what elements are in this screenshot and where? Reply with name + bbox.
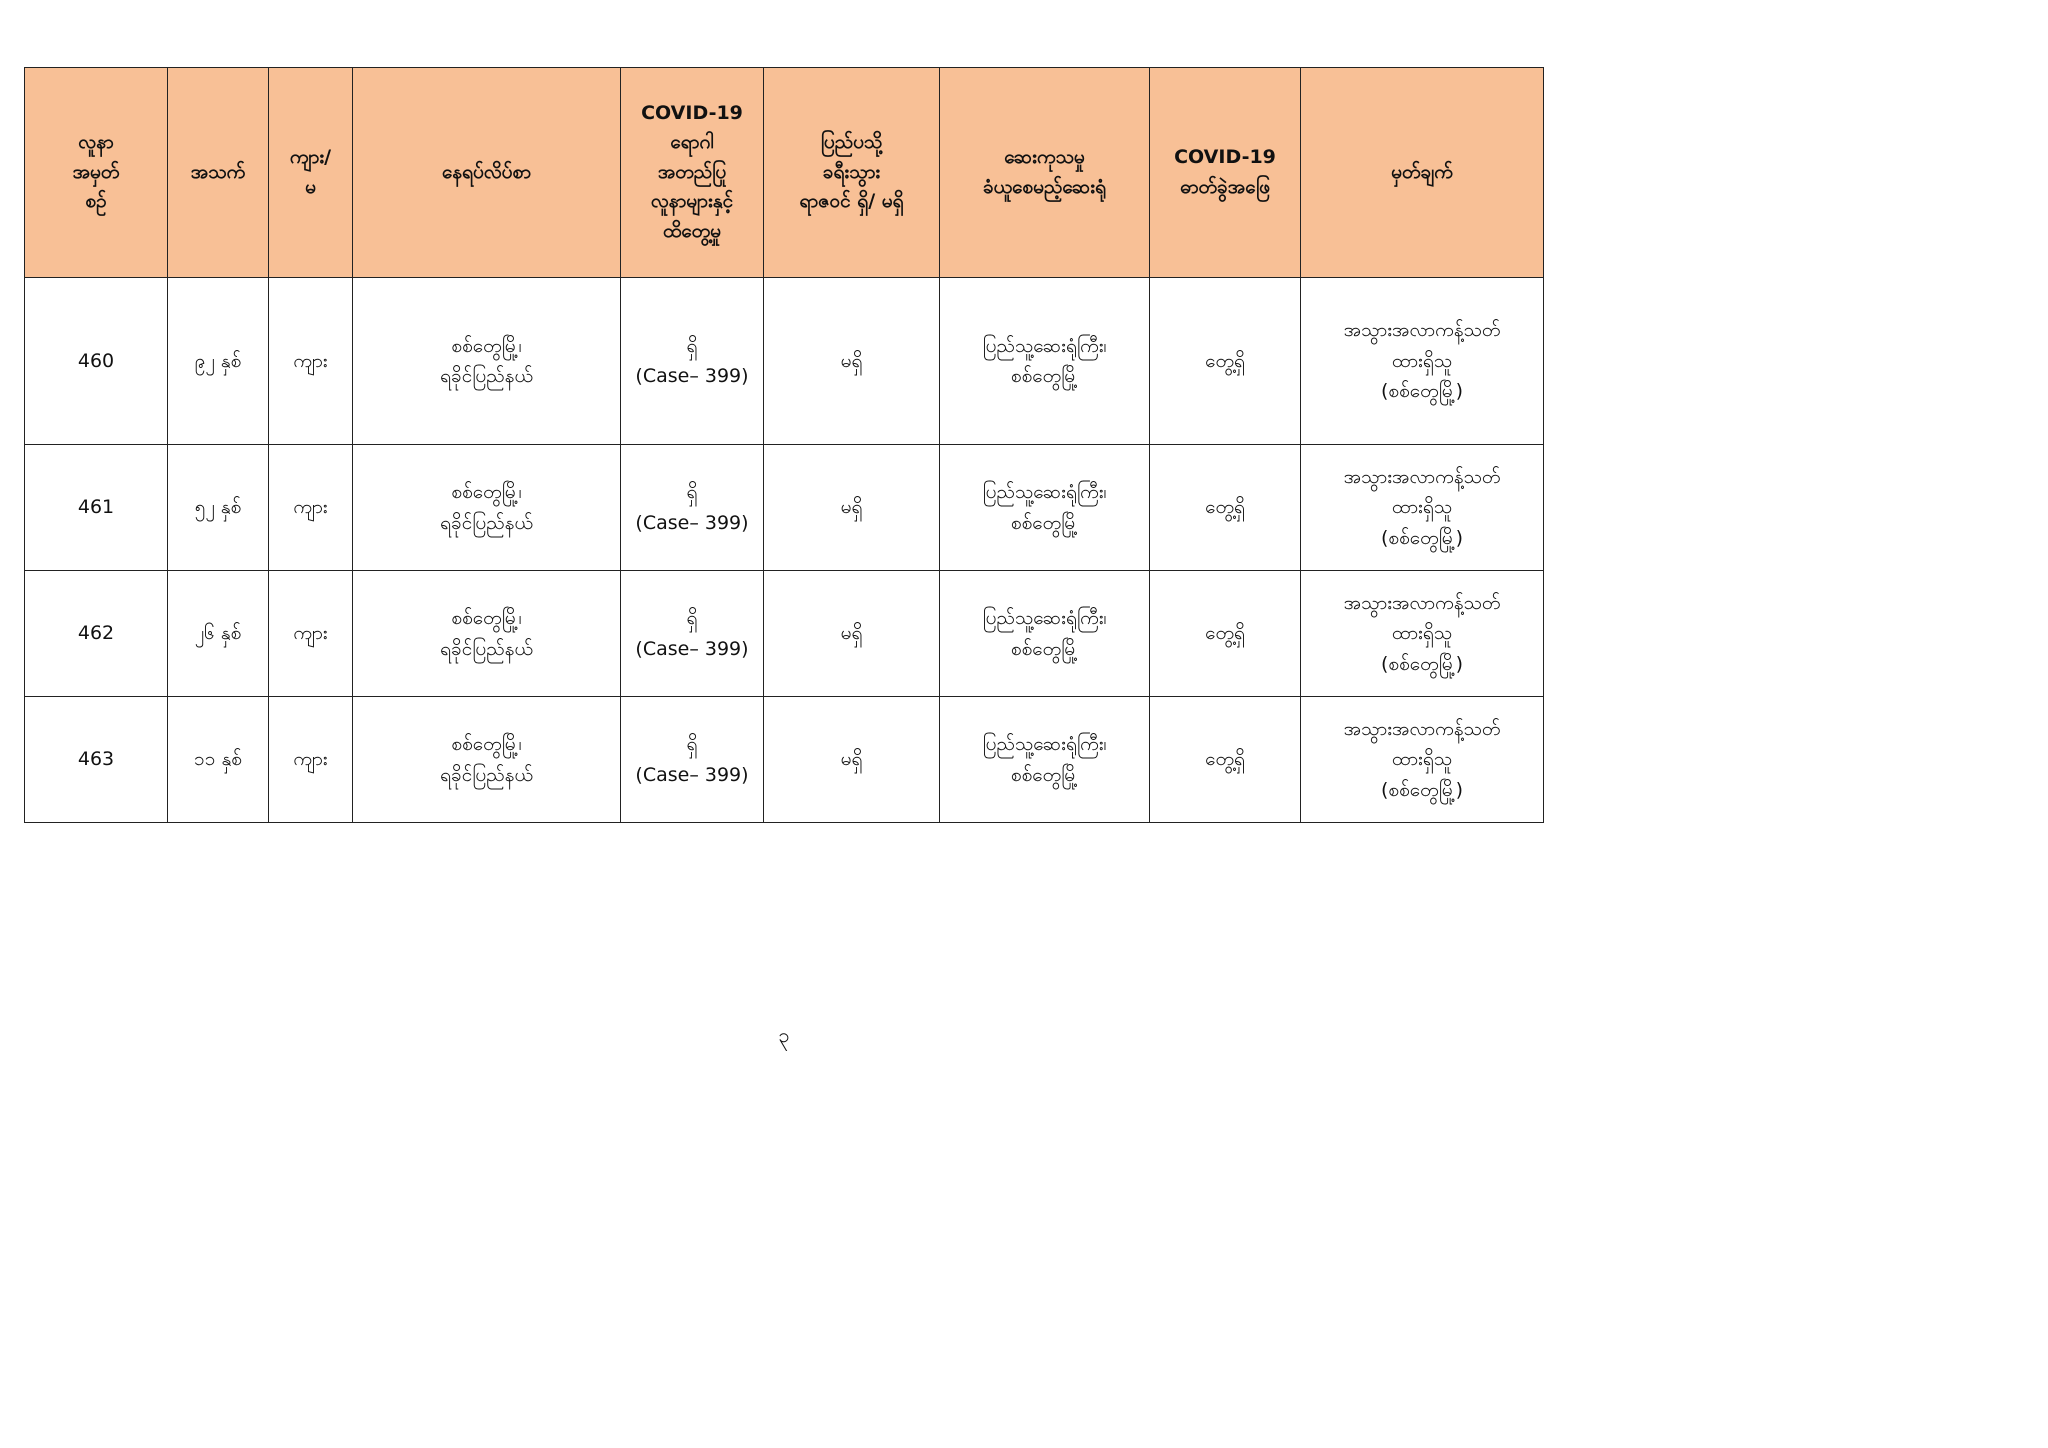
cell-age: ၂၆ နှစ် [168,571,269,697]
header-address [353,68,621,278]
covid-case-table [24,67,1544,823]
cell-hospital [940,445,1150,571]
header-line: အတည်ပြု [657,160,727,183]
cell-line: (စစ်တွေမြို့) [1381,778,1463,801]
header-line: ခံယူစေမည့်ဆေးရုံ [982,175,1107,198]
cell-line: (စစ်တွေမြို့) [1381,526,1463,549]
cell-line: အသွားအလာကန့်သတ် [1343,591,1501,614]
header-line: အမှတ် [72,160,120,183]
header-sex [269,68,353,278]
cell-remark [1301,445,1544,571]
cell-travel: မရှိ [764,445,940,571]
cell-sex: ကျား [269,445,353,571]
header-line: COVID-19 [1174,146,1276,169]
cell-patient-number: 463 [25,697,168,823]
table-header [25,68,1544,278]
cell-line: စစ်တွေမြို့၊ [451,733,522,756]
cell-result: တွေ့ရှိ [1150,571,1301,697]
cell-line: ပြည်သူ့ဆေးရုံကြီး၊ [982,607,1107,630]
cell-line: ရခိုင်ပြည်နယ် [440,511,533,534]
header-line: ထိတွေ့မှု [662,219,722,242]
header-line: ရာဇဝင် ရှိ/ မရှိ [799,190,904,213]
cell-line: (Case– 399) [635,637,749,660]
cell-address [353,697,621,823]
cell-address [353,571,621,697]
cell-hospital [940,278,1150,445]
cell-contact [621,445,764,571]
cell-result: တွေ့ရှိ [1150,445,1301,571]
header-line: မ [305,175,316,198]
table-row [25,445,1544,571]
cell-patient-number: 462 [25,571,168,697]
header-line: ပြည်ပသို့ [820,131,883,154]
cell-address [353,278,621,445]
header-line: စဉ် [85,190,107,213]
page-number: ၃ [778,1023,790,1047]
cell-hospital [940,697,1150,823]
cell-patient-number: 460 [25,278,168,445]
cell-line: ရခိုင်ပြည်နယ် [440,365,533,387]
cell-line: စစ်တွေမြို့ [1010,637,1079,660]
cell-sex: ကျား [269,697,353,823]
cell-result: တွေ့ရှိ [1150,278,1301,445]
header-line: လူနာ [78,131,114,154]
cell-line: ရှိ [686,334,698,357]
cell-line: (Case– 399) [635,365,749,387]
cell-line: ထားရှိသူ [1391,496,1453,519]
header-age [168,68,269,278]
cell-sex: ကျား [269,278,353,445]
cell-age: ၉၂ နှစ် [168,278,269,445]
cell-hospital [940,571,1150,697]
header-line: လူနာများနှင့် [650,190,734,213]
cell-line: ထားရှိသူ [1391,748,1453,771]
cell-line: (စစ်တွေမြို့) [1381,380,1463,403]
header-line: ဆေးကုသမှု [1004,146,1085,169]
cell-remark [1301,697,1544,823]
table-row [25,278,1544,445]
header-line: မှတ်ချက် [1391,160,1453,183]
cell-line: စစ်တွေမြို့ [1010,511,1079,534]
cell-age: ၁၁ နှစ် [168,697,269,823]
header-line: COVID-19 [641,101,743,124]
cell-line: စစ်တွေမြို့၊ [451,334,522,357]
cell-travel: မရှိ [764,278,940,445]
cell-line: ထားရှိသူ [1391,349,1453,372]
cell-contact [621,571,764,697]
cell-sex: ကျား [269,571,353,697]
header-line: ဓာတ်ခွဲအဖြေ [1180,175,1270,198]
header-row [25,68,1544,278]
cell-patient-number: 461 [25,445,168,571]
cell-remark [1301,571,1544,697]
cell-travel: မရှိ [764,697,940,823]
cell-line: (Case– 399) [635,763,749,786]
cell-line: အသွားအလာကန့်သတ် [1343,319,1501,342]
header-treatment-hospital [940,68,1150,278]
cell-line: ထားရှိသူ [1391,622,1453,645]
header-line: နေရပ်လိပ်စာ [441,160,532,183]
header-line: ခရီးသွား [822,160,881,183]
cell-line: စစ်တွေမြို့ [1010,763,1079,786]
cell-remark [1301,278,1544,445]
cell-line: ရှိ [686,481,698,504]
cell-contact [621,697,764,823]
cell-line: အသွားအလာကန့်သတ် [1343,717,1501,740]
cell-line: (Case– 399) [635,511,749,534]
header-travel-history [764,68,940,278]
cell-travel: မရှိ [764,571,940,697]
header-lab-result [1150,68,1301,278]
cell-line: ပြည်သူ့ဆေးရုံကြီး၊ [982,334,1107,357]
cell-line: (စစ်တွေမြို့) [1381,652,1463,675]
cell-line: ပြည်သူ့ဆေးရုံကြီး၊ [982,733,1107,756]
cell-contact [621,278,764,445]
header-line: အသက် [190,160,246,183]
cell-age: ၅၂ နှစ် [168,445,269,571]
header-patient-number [25,68,168,278]
header-line: ကျား/ [289,146,332,169]
table-row [25,697,1544,823]
cell-result: တွေ့ရှိ [1150,697,1301,823]
cell-line: စစ်တွေမြို့၊ [451,481,522,504]
cell-line: ပြည်သူ့ဆေးရုံကြီး၊ [982,481,1107,504]
cell-line: အသွားအလာကန့်သတ် [1343,465,1501,488]
table-row [25,571,1544,697]
cell-line: ရခိုင်ပြည်နယ် [440,763,533,786]
cell-line: ရှိ [686,733,698,756]
cell-line: စစ်တွေမြို့ [1010,365,1079,387]
header-line: ရောဂါ [670,131,714,154]
cell-line: ရှိ [686,607,698,630]
table-body [25,278,1544,823]
header-remarks [1301,68,1544,278]
cell-line: ရခိုင်ပြည်နယ် [440,637,533,660]
header-contact-with-confirmed [621,68,764,278]
cell-line: စစ်တွေမြို့၊ [451,607,522,630]
cell-address [353,445,621,571]
